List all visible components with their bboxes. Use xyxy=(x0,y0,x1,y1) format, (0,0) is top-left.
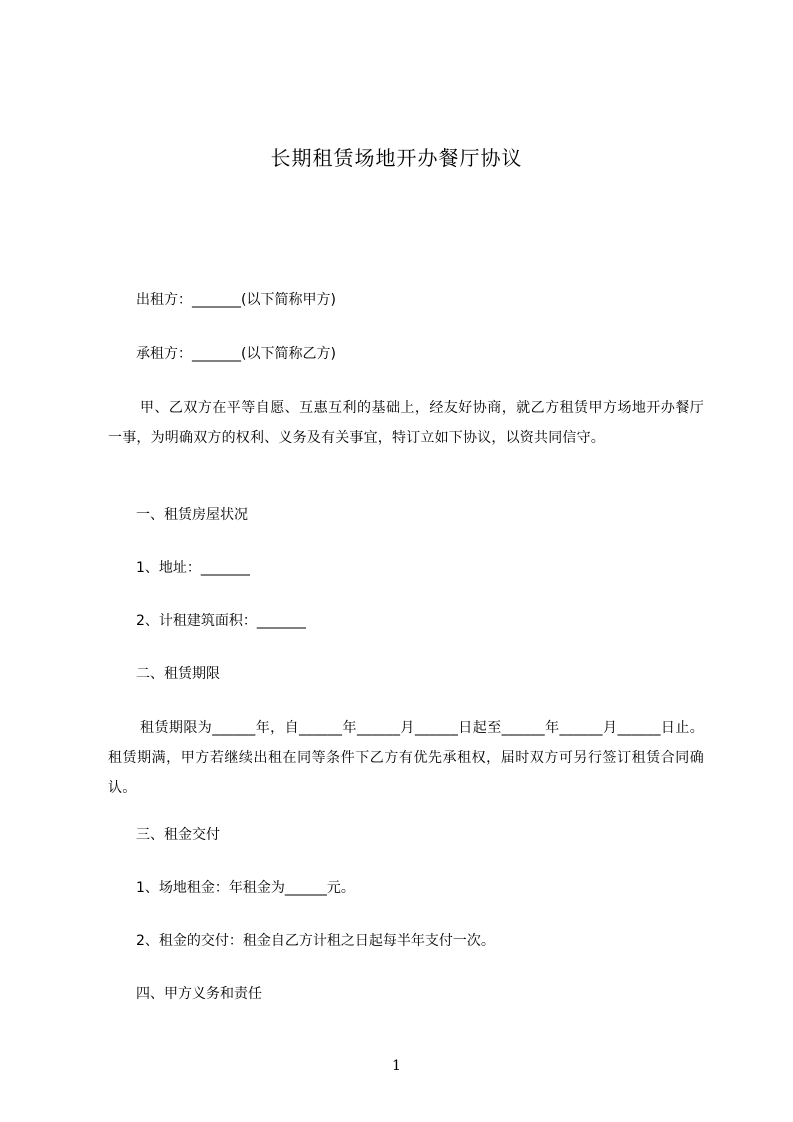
section-heading-premises: 一、租赁房屋状况 xyxy=(136,507,248,523)
preamble-paragraph: 甲、乙双方在平等自愿、互惠互利的基础上，经友好协商，就乙方租赁甲方场地开办餐厅一事，为明确双方的权利、义务及有关事宜，特订立如下协议，以资共同信守。 xyxy=(108,400,704,446)
area-item: 2、计租建筑面积：_______ xyxy=(136,613,306,629)
rent-amount-item: 1、场地租金：年租金为______元。 xyxy=(136,880,355,896)
document-title: 长期租赁场地开办餐厅协议 xyxy=(270,146,523,170)
section-heading-rent: 三、租金交付 xyxy=(136,827,220,843)
section-heading-term: 二、租赁期限 xyxy=(136,666,220,682)
lessee-line: 承租方：_______(以下简称乙方) xyxy=(136,346,336,362)
rent-payment-item: 2、租金的交付：租金自乙方计租之日起每半年支付一次。 xyxy=(136,933,495,949)
section-heading-lessor-duties: 四、甲方义务和责任 xyxy=(136,986,262,1002)
lessor-line: 出租方：_______(以下简称甲方) xyxy=(136,292,336,308)
address-item: 1、地址：_______ xyxy=(136,560,250,576)
term-paragraph: 租赁期限为______年，自______年______月______日起至______年______月______日止。租赁期满，甲方若继续出租在同等条件下乙方有优先承租权，届时双方可另行签订租赁合同确认。 xyxy=(108,720,704,796)
page-number: 1 xyxy=(392,1058,401,1074)
